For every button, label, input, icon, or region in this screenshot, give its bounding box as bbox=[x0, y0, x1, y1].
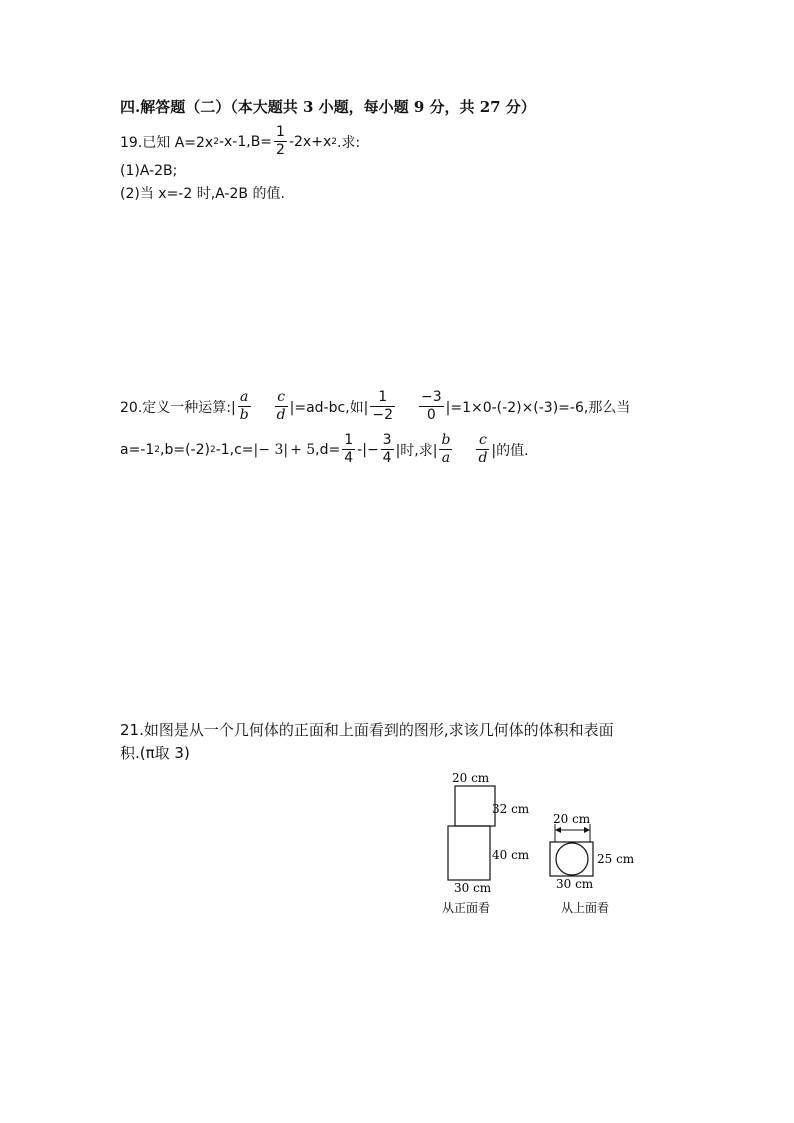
q19-part1: (1)A-2B; bbox=[120, 163, 178, 179]
q20-l2-c: -1,c= bbox=[215, 441, 254, 458]
q19-b-rest: -2x+x bbox=[288, 133, 332, 150]
q20-l2-start: a=-1 bbox=[120, 441, 155, 458]
top-rect-width-label: 30 cm bbox=[556, 877, 594, 891]
q19-frac-den: 2 bbox=[276, 142, 285, 158]
q20-ex-result: |=1×0-(-2)×(-3)=-6,那么当 bbox=[445, 399, 631, 416]
front-view-caption: 从正面看 bbox=[442, 901, 491, 915]
top-circle-diameter-label: 20 cm bbox=[553, 812, 591, 826]
q20-q-d2: 4 bbox=[382, 450, 392, 466]
top-rect-height-label: 25 cm bbox=[597, 852, 635, 866]
q20-var-d: d bbox=[276, 407, 286, 423]
front-bottom-height-label: 40 cm bbox=[492, 848, 530, 862]
q20-abs-expr: |− 3| bbox=[253, 441, 289, 458]
q20-q-n1: 1 bbox=[344, 432, 354, 448]
q21-line1: 21.如图是从一个几何体的正面和上面看到的图形,求该几何体的体积和表面 bbox=[120, 721, 614, 739]
section-title: 四.解答题（二）（本大题共 3 小题，每小题 9 分，共 27 分） bbox=[120, 98, 536, 116]
q19-a-rest: -x-1,B= bbox=[218, 133, 273, 150]
q20-frac-cd2 bbox=[476, 432, 489, 467]
q20-frac-cd bbox=[275, 389, 288, 424]
q20-l2-b: ,b=(-2) bbox=[160, 441, 210, 458]
q20-ex-d1: −2 bbox=[372, 407, 393, 423]
q19-stem: 19.已知 A=2x 2 -x-1,B= $\frac{1}{2}$ -2x+x 2 .求: bbox=[120, 124, 361, 158]
q19-fraction bbox=[274, 124, 287, 159]
q21-line2: 积.(π取 3) bbox=[120, 744, 190, 762]
q20-ex-n1: 1 bbox=[370, 389, 395, 407]
q20-mid: |=ad-bc,如| bbox=[289, 399, 369, 416]
front-top-height-label: 32 cm bbox=[492, 802, 530, 816]
q20-ex-n2: −3 bbox=[421, 389, 442, 405]
q20-plus5: + 5 bbox=[290, 441, 316, 458]
q20-var-a: a bbox=[238, 389, 251, 407]
top-view-caption: 从上面看 bbox=[561, 901, 610, 915]
q20-q-d1: 4 bbox=[344, 450, 354, 466]
q20-line1 bbox=[120, 389, 630, 424]
q20-ex-d2: 0 bbox=[426, 407, 436, 423]
geometry-figure bbox=[420, 768, 660, 928]
q20-frac-ba bbox=[439, 432, 452, 467]
front-bottom-width-label: 30 cm bbox=[454, 881, 492, 895]
top-view-circle bbox=[556, 843, 588, 875]
q20-when: |时,求| bbox=[395, 442, 438, 459]
q20-var-b: b bbox=[239, 407, 249, 423]
q20-var-d2: d bbox=[478, 450, 488, 466]
top-arrow-right bbox=[584, 827, 590, 833]
front-top-width-label: 20 cm bbox=[452, 771, 490, 785]
q20-frac-quarter1 bbox=[342, 432, 355, 467]
q20-frac-ab bbox=[238, 389, 251, 424]
q20-var-c: c bbox=[275, 389, 288, 407]
front-bottom-rect bbox=[448, 826, 490, 880]
q20-frac-quarter3 bbox=[381, 432, 394, 467]
q19-lead: 19.已知 A=2x bbox=[120, 134, 214, 151]
q19-tail: .求: bbox=[336, 134, 361, 151]
q20-minus-abs: -|− bbox=[357, 441, 379, 458]
q20-var-b2: b bbox=[441, 432, 451, 448]
q20-example-frac1 bbox=[370, 389, 395, 424]
q19-part2: (2)当 x=-2 时,A-2B 的值. bbox=[120, 186, 285, 202]
q20-lead: 20.定义一种运算:| bbox=[120, 399, 236, 416]
q19-frac-num: 1 bbox=[276, 124, 285, 140]
q20-d-eq: ,d= bbox=[315, 441, 341, 458]
top-arrow-left bbox=[555, 827, 561, 833]
q20-var-c2: c bbox=[476, 432, 489, 450]
q20-var-a2: a bbox=[441, 450, 451, 466]
q20-end: |的值. bbox=[491, 442, 529, 459]
q20-q-n2: 3 bbox=[382, 432, 392, 448]
q20-example-frac2 bbox=[419, 389, 444, 424]
q20-line2: a=-1 2 ,b=(-2) 2 -1,c= |− 3| + 5 ,d= $\frac{1}{4}$ -|− $\frac{3}{4}$ |时,求| $\frac{b}{a}$ $\frac{c}{d}$ |的值. bbox=[120, 432, 529, 466]
front-top-rect bbox=[455, 786, 495, 826]
